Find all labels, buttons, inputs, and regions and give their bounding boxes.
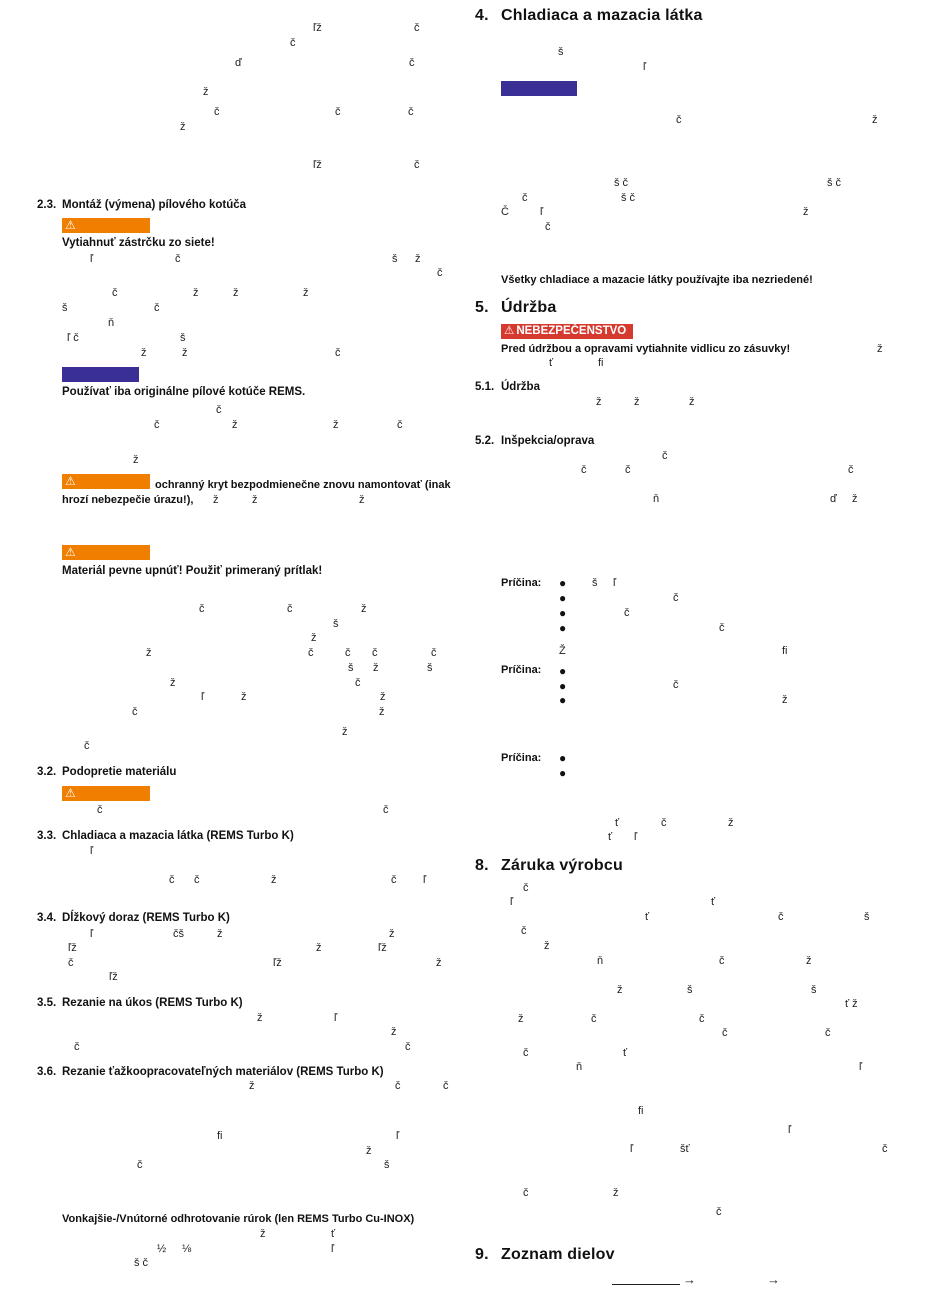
section-heading: Montáž (výmena) pílového kotúča	[62, 199, 247, 211]
text-fragment: š	[392, 253, 398, 265]
text-fragment: ž	[596, 396, 602, 408]
text-fragment: č	[391, 874, 397, 886]
text-fragment: č	[395, 1080, 401, 1092]
text-fragment: ľ	[331, 1243, 335, 1255]
text-fragment: č	[722, 1027, 728, 1039]
text-fragment: ľ	[90, 928, 94, 940]
text-fragment: ľž	[313, 159, 322, 171]
text-fragment: ž	[193, 287, 199, 299]
text-fragment: š č	[134, 1257, 149, 1269]
underline-blank	[612, 1272, 680, 1285]
section-number: 2.3.	[37, 199, 57, 211]
warning-text: ochranný kryt bezpodmienečne znovu namontovať (inak	[155, 479, 451, 491]
text-fragment: ľ	[396, 1130, 400, 1142]
section-number: 3.5.	[37, 997, 57, 1009]
text-fragment: ⅛	[182, 1243, 192, 1255]
text-fragment: ž	[415, 253, 421, 265]
text-fragment: š	[384, 1159, 390, 1171]
danger-label	[501, 324, 633, 339]
text-fragment: ž	[252, 494, 258, 506]
text-fragment: č	[778, 911, 784, 923]
warning-icon: ⚠	[65, 218, 76, 232]
text-fragment: ž	[359, 494, 365, 506]
section-number: 5.2.	[475, 435, 495, 447]
text-fragment: fi	[217, 1130, 223, 1142]
text-fragment: č	[545, 221, 551, 233]
text-fragment: ľ	[423, 874, 427, 886]
text-fragment: č	[290, 37, 296, 49]
text-fragment: č	[397, 419, 403, 431]
text-fragment: čš	[173, 928, 184, 940]
text-fragment: č	[719, 622, 725, 634]
list-bullet: ●	[559, 576, 567, 590]
danger-text: Pred údržbou a opravami vytiahnite vidlicu zo zásuvky!	[501, 343, 791, 355]
text-fragment: ž	[232, 419, 238, 431]
text-fragment: š č	[621, 192, 636, 204]
text-fragment: ť	[549, 357, 554, 369]
text-fragment: ž	[391, 1026, 397, 1038]
text-fragment: č	[661, 817, 667, 829]
text-fragment: ž	[260, 1228, 266, 1240]
text-fragment: č	[414, 159, 420, 171]
section-number: 4.	[475, 7, 489, 24]
text-fragment: ľ	[859, 1061, 863, 1073]
text-fragment: č	[523, 882, 529, 894]
text-fragment: č	[699, 1013, 705, 1025]
section-number: 3.4.	[37, 912, 57, 924]
text-fragment: ž	[436, 957, 442, 969]
text-fragment: ď	[830, 493, 837, 505]
text-fragment: č	[194, 874, 200, 886]
text-fragment: ž	[141, 347, 147, 359]
text-fragment: č	[214, 106, 220, 118]
text-fragment: č	[624, 607, 630, 619]
text-fragment: č	[443, 1080, 449, 1092]
text-fragment: ľž	[109, 971, 118, 983]
text-fragment: ž	[872, 114, 878, 126]
text-fragment: č	[84, 740, 90, 752]
text-fragment: ž	[379, 706, 385, 718]
text-fragment: ž	[806, 955, 812, 967]
note-text: Používať iba originálne pílové kotúče REMS.	[62, 386, 306, 398]
text-fragment: č	[372, 647, 378, 659]
text-fragment: č	[591, 1013, 597, 1025]
text-fragment: č	[308, 647, 314, 659]
text-fragment: č	[175, 253, 181, 265]
text-fragment: č	[405, 1041, 411, 1053]
text-fragment: ž	[333, 419, 339, 431]
text-fragment: ľ	[634, 831, 638, 843]
text-fragment: ť	[645, 911, 650, 923]
text-fragment: ľ	[334, 1012, 338, 1024]
text-fragment: č	[662, 450, 668, 462]
section-heading: Chladiaca a mazacia látka (REMS Turbo K)	[62, 830, 294, 842]
text-fragment: ž	[366, 1145, 372, 1157]
text-fragment: ľ	[90, 253, 94, 265]
text-fragment: ľž	[68, 942, 77, 954]
danger-label-text: NEBEZPEČENSTVO	[516, 325, 627, 337]
text-fragment: š	[864, 911, 870, 923]
section-heading: Chladiaca a mazacia látka	[501, 7, 703, 24]
text-fragment: č	[68, 957, 74, 969]
text-fragment: č	[169, 874, 175, 886]
text-fragment: ž	[146, 647, 152, 659]
text-fragment: č	[437, 267, 443, 279]
text-fragment: č	[112, 287, 118, 299]
warning-text: hrozí nebezpečie úrazu!),	[62, 494, 194, 506]
text-fragment: ľ	[788, 1124, 792, 1136]
text-fragment: č	[74, 1041, 80, 1053]
text-fragment: ž	[180, 121, 186, 133]
text-fragment: ť	[615, 817, 620, 829]
note-bar	[62, 367, 139, 382]
text-fragment: ť	[608, 831, 613, 843]
text-fragment: č	[409, 57, 415, 69]
text-fragment: š	[427, 662, 433, 674]
text-fragment: ž	[203, 86, 209, 98]
text-fragment: š	[687, 984, 693, 996]
warning-bar	[62, 786, 150, 801]
text-fragment: ž	[217, 928, 223, 940]
text-fragment: ť	[331, 1228, 336, 1240]
list-bullet: ●	[559, 606, 567, 620]
text-fragment: č	[848, 464, 854, 476]
section-heading: Údržba	[501, 299, 557, 316]
list-bullet: ●	[559, 621, 567, 635]
section-number: 3.2.	[37, 766, 57, 778]
warning-icon: ⚠	[65, 474, 76, 488]
text-fragment: č	[335, 347, 341, 359]
text-fragment: ž	[133, 454, 139, 466]
text-fragment: ž	[782, 694, 788, 706]
section-heading: Rezanie na úkos (REMS Turbo K)	[62, 997, 243, 1009]
text-fragment: č	[581, 464, 587, 476]
text-fragment: ž	[342, 726, 348, 738]
text-fragment: č	[521, 925, 527, 937]
cause-label: Príčina:	[501, 577, 542, 589]
text-fragment: ľž	[313, 22, 322, 34]
text-fragment: č	[345, 647, 351, 659]
list-bullet: ●	[559, 751, 567, 765]
warning-bar	[62, 218, 150, 233]
arrow-icon: →	[767, 1272, 780, 1287]
text-fragment: ½	[157, 1243, 167, 1255]
text-fragment: ž	[249, 1080, 255, 1092]
text-fragment: ň	[597, 955, 604, 967]
text-fragment: č	[408, 106, 414, 118]
section-heading: Záruka výrobcu	[501, 857, 623, 874]
text-fragment: ň	[576, 1061, 583, 1073]
text-fragment: ľž	[378, 942, 387, 954]
note-bar	[501, 81, 577, 96]
text-fragment: ž	[361, 603, 367, 615]
text-fragment: ľ	[510, 896, 514, 908]
text-fragment: ž	[233, 287, 239, 299]
list-bullet: ●	[559, 664, 567, 678]
subheading: Vonkajšie-/Vnútorné odhrotovanie rúrok (len REMS Turbo Cu-INOX)	[62, 1213, 415, 1225]
text-fragment: š č	[827, 177, 842, 189]
text-fragment: ž	[389, 928, 395, 940]
text-fragment: š	[180, 332, 186, 344]
text-fragment: č	[287, 603, 293, 615]
text-fragment: ľ	[613, 577, 617, 589]
text-fragment: ž	[380, 691, 386, 703]
warning-text: Vytiahnuť zástrčku zo siete!	[62, 237, 215, 249]
text-fragment: ž	[518, 1013, 524, 1025]
text-fragment: š	[333, 618, 339, 630]
text-fragment: ž	[271, 874, 277, 886]
text-fragment: č	[523, 1187, 529, 1199]
text-fragment: ž	[182, 347, 188, 359]
section-heading: Podopretie materiálu	[62, 766, 177, 778]
text-fragment: ž	[613, 1187, 619, 1199]
text-fragment: Č	[501, 206, 509, 218]
text-fragment: ž	[852, 493, 858, 505]
text-fragment: ž	[634, 396, 640, 408]
text-fragment: ľ	[201, 691, 205, 703]
section-number: 3.6.	[37, 1066, 57, 1078]
text-fragment: ľ č	[67, 332, 79, 344]
text-fragment: č	[625, 464, 631, 476]
text-fragment: fi	[638, 1105, 644, 1117]
text-fragment: ľ	[540, 206, 544, 218]
text-fragment: ž	[303, 287, 309, 299]
text-fragment: č	[154, 302, 160, 314]
section-heading: Údržba	[501, 381, 540, 393]
text-fragment: č	[414, 22, 420, 34]
section-heading: Rezanie ťažkoopracovateľných materiálov (REMS Turbo K)	[62, 1066, 384, 1078]
text-fragment: č	[431, 647, 437, 659]
text-fragment: ľ	[90, 845, 94, 857]
text-fragment: š	[811, 984, 817, 996]
text-fragment: č	[97, 804, 103, 816]
text-fragment: č	[335, 106, 341, 118]
warning-icon: ⚠	[504, 325, 515, 337]
text-fragment: ď	[235, 57, 242, 69]
text-fragment: ň	[653, 493, 660, 505]
text-fragment: šť	[680, 1143, 690, 1155]
text-fragment: č	[132, 706, 138, 718]
section-number: 3.3.	[37, 830, 57, 842]
text-fragment: č	[673, 679, 679, 691]
text-fragment: ž	[617, 984, 623, 996]
warning-icon: ⚠	[65, 786, 76, 800]
warning-icon: ⚠	[65, 545, 76, 559]
text-fragment: ž	[241, 691, 247, 703]
text-fragment: č	[383, 804, 389, 816]
text-fragment: ľ	[643, 61, 647, 73]
text-fragment: ľ	[630, 1143, 634, 1155]
warning-text: Materiál pevne upnúť! Použiť primeraný prítlak!	[62, 565, 323, 577]
text-fragment: ž	[728, 817, 734, 829]
text-fragment: č	[137, 1159, 143, 1171]
text-fragment: ť	[711, 896, 716, 908]
text-fragment: č	[523, 1047, 529, 1059]
section-number: 8.	[475, 857, 489, 874]
warning-bar	[62, 545, 150, 560]
text-fragment: č	[154, 419, 160, 431]
text-fragment: Ž	[559, 645, 566, 657]
text-fragment: č	[522, 192, 528, 204]
text-fragment: š č	[614, 177, 629, 189]
text-fragment: č	[199, 603, 205, 615]
section-heading: Dĺžkový doraz (REMS Turbo K)	[62, 912, 230, 924]
warning-bar	[62, 474, 150, 489]
text-fragment: č	[216, 404, 222, 416]
text-fragment: š	[592, 577, 598, 589]
arrow-icon: →	[683, 1272, 696, 1287]
text-fragment: ľž	[273, 957, 282, 969]
section-heading: Zoznam dielov	[501, 1246, 615, 1263]
text-fragment: č	[673, 592, 679, 604]
list-bullet: ●	[559, 766, 567, 780]
text-fragment: ž	[170, 677, 176, 689]
text-fragment: č	[355, 677, 361, 689]
text-fragment: ž	[689, 396, 695, 408]
text-fragment: ť ž	[845, 998, 858, 1010]
section-heading: Inšpekcia/oprava	[501, 435, 595, 447]
text-fragment: ž	[877, 343, 883, 355]
text-fragment: ž	[803, 206, 809, 218]
text-fragment: fi	[598, 357, 604, 369]
note-text: Všetky chladiace a mazacie látky používajte iba nezriedené!	[501, 274, 813, 286]
text-fragment: č	[825, 1027, 831, 1039]
text-fragment: ť	[623, 1047, 628, 1059]
section-number: 5.1.	[475, 381, 495, 393]
text-fragment: ž	[316, 942, 322, 954]
section-number: 9.	[475, 1246, 489, 1263]
text-fragment: ň	[108, 317, 115, 329]
text-fragment: fi	[782, 645, 788, 657]
list-bullet: ●	[559, 591, 567, 605]
text-fragment: ž	[257, 1012, 263, 1024]
list-bullet: ●	[559, 693, 567, 707]
text-fragment: č	[716, 1206, 722, 1218]
text-fragment: ž	[213, 494, 219, 506]
text-fragment: ž	[311, 632, 317, 644]
text-fragment: č	[882, 1143, 888, 1155]
text-fragment: š	[62, 302, 68, 314]
text-fragment: š	[348, 662, 354, 674]
text-fragment: č	[719, 955, 725, 967]
text-fragment: š	[558, 46, 564, 58]
text-fragment: ž	[373, 662, 379, 674]
cause-label: Príčina:	[501, 752, 542, 764]
text-fragment: ž	[544, 940, 550, 952]
cause-label: Príčina:	[501, 664, 542, 676]
section-number: 5.	[475, 299, 489, 316]
list-bullet: ●	[559, 679, 567, 693]
text-fragment: č	[676, 114, 682, 126]
